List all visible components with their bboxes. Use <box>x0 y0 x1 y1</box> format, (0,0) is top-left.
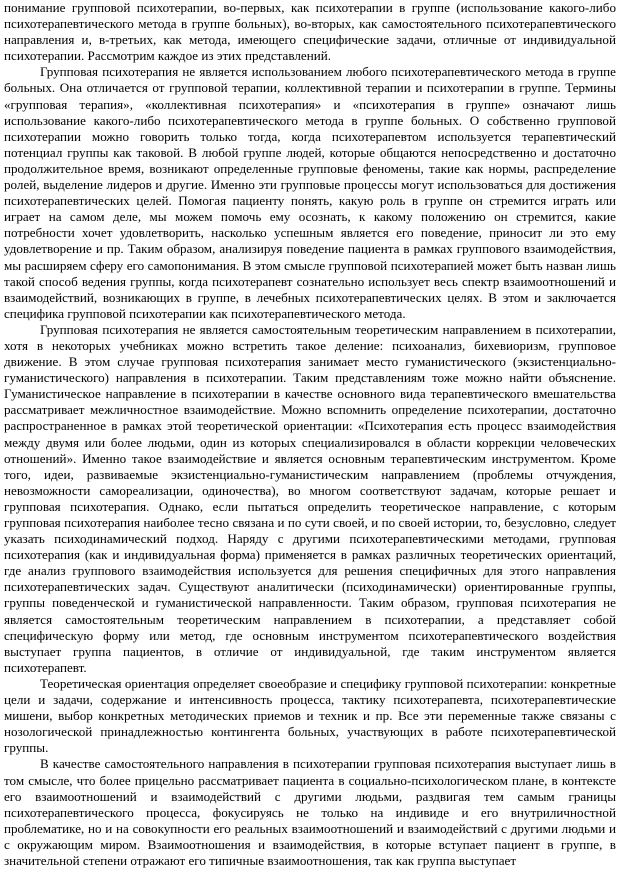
paragraph: Групповая психотерапия не является самостоятельным теоретическим направлением в психотерапии, хотя в некоторых учебниках можно встретить такое деление: психоанализ, бихевиоризм, групповое движение. В этом случае групповая психотерапия занимает место гуманистического (экзистенциально-гуманистического) направления в психотерапии. Таким представлениям тоже можно найти объяснение. Гуманистическое направление в психотерапии в качестве основного вида терапевтического вмешательства рассматривает межличностное взаимодействие. Можно вспомнить определение психотерапии, достаточно распространенное в рамках этой теоретической ориентации: «Психотерапия есть процесс взаимодействия между двумя или более людьми, один из которых специализировался в области коррекции человеческих отношений». Именно такое взаимодействие и является основным терапевтическим инструментом. Кроме того, идеи, развиваемые экзистенциально-гуманистическим направлением (проблемы отчуждения, невозможности самореализации, одиночества), во многом соответствуют задачам, которые решает и групповая психотерапия. Однако, если пытаться определить теоретическое направление, с которым групповая психотерапия наиболее тесно связана и по сути своей, и по своей истории, то, безусловно, следует указать психодинамический подход. Наряду с другими психотерапевтическими методами, групповая психотерапия (как и индивидуальная форма) применяется в рамках различных теоретических ориентаций, где анализ группового взаимодействия используется для решения специфичных для этого направления психотерапевтических задач. Существуют аналитически (психодинамически) ориентированные группы, группы поведенческой и гуманистической направленности. Таким образом, групповая психотерапия не является самостоятельным теоретическим направлением в психотерапии, а представляет собой специфическую форму или метод, где основным инструментом психотерапевтического воздействия выступает группа пациентов, в отличие от индивидуальной, где таким инструментом является психотерапевт. <box>4 321 616 675</box>
paragraph: В качестве самостоятельного направления в психотерапии групповая психотерапия выступает лишь в том смысле, что более прицельно рассматривает пациента в социально-психологическом плане, в контексте его взаимоотношений и взаимодействий с другими людьми, раздвигая тем самым границы психотерапевтического процесса, фокусируясь не только на индивиде и его внутриличностной проблематике, но и на совокупности его реальных взаимоотношений и взаимодействий с другими людьми и с окружающим миром. Взаимоотношения и взаимодействия, в которые вступает пациент в группе, в значительной степени отражают его типичные взаимоотношения, так как группа выступает <box>4 756 616 868</box>
paragraph: понимание групповой психотерапии, во-первых, как психотерапии в группе (использование какого-либо психотерапевтического метода в группе больных), во-вторых, как самостоятельного психотерапевтического направления и, в-третьих, как метода, имеющего специфические задачи, отличные от индивидуальной психотерапии. Рассмотрим каждое из этих представлений. <box>4 0 616 64</box>
document-page <box>4 0 616 876</box>
paragraph: Теоретическая ориентация определяет своеобразие и специфику групповой психотерапии: конкретные цели и задачи, содержание и интенсивность процесса, тактику психотерапевта, психотерапевтические мишени, выбор конкретных методических приемов и техник и пр. Все эти переменные также связаны с нозологической принадлежностью контингента больных, участвующих в работе психотерапевтической группы. <box>4 675 616 756</box>
paragraph: Групповая психотерапия не является использованием любого психотерапевтического метода в группе больных. Она отличается от групповой терапии, коллективной терапии и психотерапии в группе. Термины «групповая терапия», «коллективная психотерапия» и «психотерапия в группе» означают лишь использование какого-либо психотерапевтического метода в группе больных. О собственно групповой психотерапии можно говорить только тогда, когда психотерапевтом используется терапевтический потенциал группы как таковой. В любой группе людей, которые общаются непосредственно и достаточно продолжительное время, возникают определенные групповые феномены, такие как нормы, распределение ролей, выделение лидеров и другие. Именно эти групповые процессы могут использоваться для достижения психотерапевтических целей. Помогая пациенту понять, какую роль в группе он стремится играть или играет на самом деле, мы можем помочь ему осознать, к какому положению он стремится, какие потребности хочет удовлетворить, насколько успешным является его поведение, приносит ли это ему удовлетворение и пр. Таким образом, анализируя поведение пациента в рамках группового взаимодействия, мы расширяем сферу его самопонимания. В этом смысле групповой психотерапией может быть назван лишь такой способ ведения группы, когда психотерапевт сознательно использует весь спектр взаимоотношений и взаимодействий, возникающих в группе, в лечебных психотерапевтических целях. В этом и заключается специфика групповой психотерапии как психотерапевтического метода. <box>4 64 616 321</box>
